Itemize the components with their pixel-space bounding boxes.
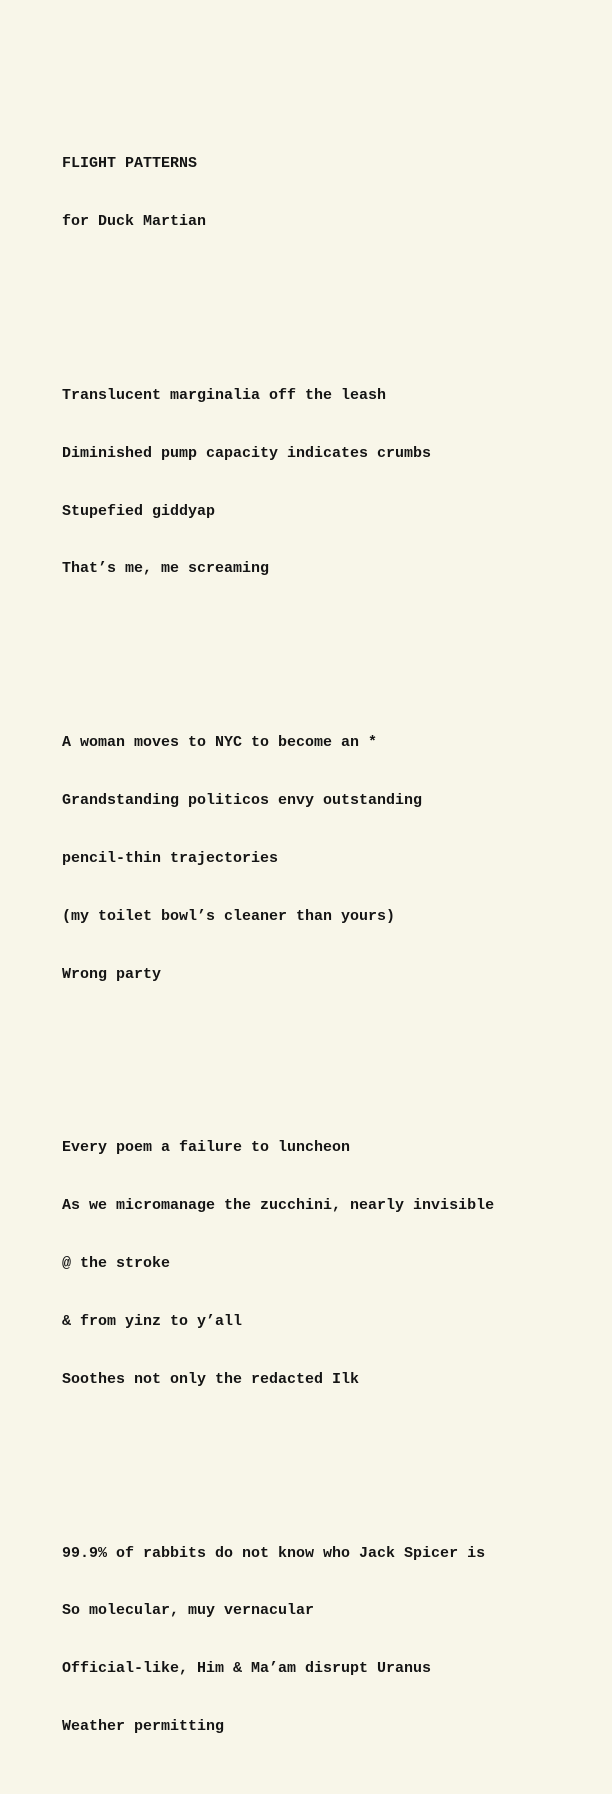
poem-line: A woman moves to NYC to become an * [62,734,378,752]
poem-line: Weather permitting [62,1718,225,1736]
poem-line: Translucent marginalia off the leash [62,386,387,404]
poem-line: pencil-thin trajectories [62,849,279,867]
poem-line: Every poem a failure to luncheon [62,1139,351,1157]
poem-line: Grandstanding politicos envy outstanding [62,791,423,809]
stanza-1 [62,347,602,617]
poem-header [62,116,602,270]
stanza-3 [62,1100,602,1428]
poem-line: That’s me, me screaming [62,560,270,578]
stanza-4 [62,1505,602,1775]
poem-line: 99.9% of rabbits do not know who Jack Spicer is [62,1544,486,1562]
poem-page [62,77,602,1794]
stanza-2 [62,695,602,1023]
poem-line: So molecular, muy vernacular [62,1602,315,1620]
poem-line: As we micromanage the zucchini, nearly invisible [62,1197,495,1215]
poem-line: Stupefied giddyap [62,502,216,520]
poem-line: & from yinz to y’all [62,1313,243,1330]
poem-dedication: for Duck Martian [62,213,207,231]
poem-line: Official-like, Him & Ma’am disrupt Uranus [62,1660,432,1678]
poem-line: Soothes not only the redacted Ilk [62,1370,360,1388]
poem-line: Wrong party [62,965,162,983]
poem-line: Diminished pump capacity indicates crumbs [62,444,432,462]
poem-line: @ the stroke [62,1255,171,1273]
poem-line: (my toilet bowl’s cleaner than yours) [62,907,396,925]
poem-title: FLIGHT PATTERNS [62,155,198,173]
